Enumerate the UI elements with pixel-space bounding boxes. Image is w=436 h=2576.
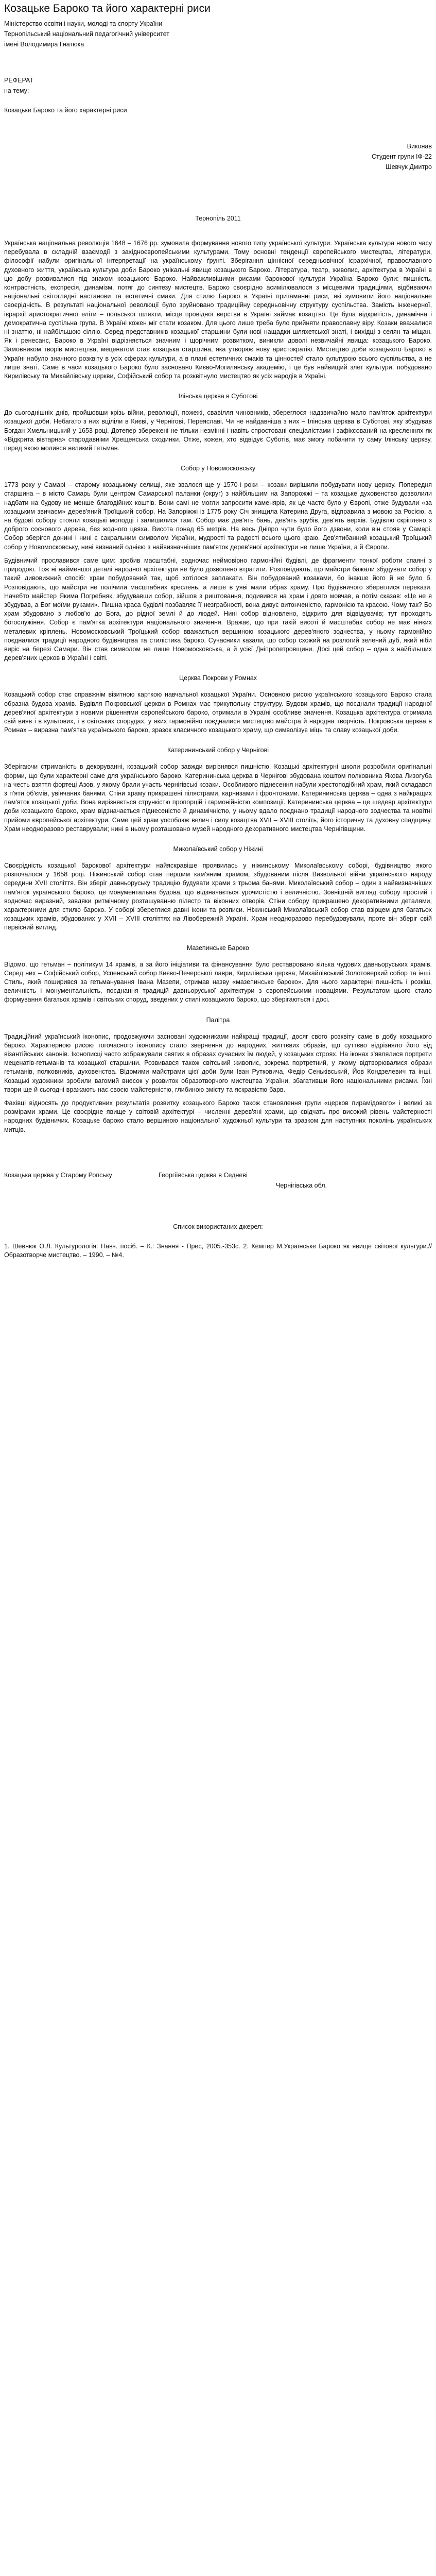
section-paragraph: Своєрідність козацької барокової архітектури найяскравіше проявилась у ніжинському Миколаївському соборі, будівництво якого розпочалося у 1658 році. Ніжинський собор став першим кам'яним храмом, збудованим після Визвольної війни українського народу середини XVII століття. Він зберіг давньоруську традицію будувати храми з трьома банями. Миколаївський собор – один з найвизначніших пам'яток українського бароко, це монументальна будова, що відзначається урочистістю і величністю. Зовнішній вигляд собору простий і водночас виразний, завдяки ритмічному розташуванню пілястр та віконних отворів. Стіни собору прикрашено декоративними деталями, характерними для стилю бароко. У соборі збереглися давні ікони та розписи. Ніжинський Миколаївський собор став взірцем для багатьох козацьких храмів, збудованих у XVII – XVIII століттях на Лівобережній Україні. Храм неодноразово перебудовували, проте він зберіг свій первісний вигляд. <box>4 861 432 931</box>
section-paragraph: Традиційний український іконопис, продовжуючи засновані художниками найкращі традиції, досяг свого розквіту саме в добу козацького бароко. Характерною рисою тогочасного іконопису стало звернення до народних, життєвих образів, що суттєво відрізняло його від візантійських канонів. Іконописці часто зображували святих в образах сучасних їм людей, у козацьких строях. На іконах з'являлися портрети меценатів-гетьманів та козацької старшини. Розвивався також світський живопис, зокрема портретний, у якому відтворювалися образи гетьманів, полковників, духовенства. Відомими майстрами цієї доби були Іван Рутковича, Федір Сеньківський, Йов Кондзелевич та інші. Козацькі художники зробили вагомий внесок у розвиток образотворчого мистецтва України, збагативши його національними рисами. Їхні твори ще й сьогодні вражають нас своєю майстерністю, глибиною змісту та яскравістю барв. <box>4 1032 432 1093</box>
institution-line: Тернопільський національний педагогічний університет <box>4 30 169 38</box>
section-title: Церква Покрови у Ромнах <box>179 674 257 682</box>
section-title: Ілінська церква в Суботові <box>178 393 258 400</box>
section-paragraph: Зберігаючи стриманість в декоруванні, козацький собор завжди вирізнявся пишністю. Козацькі архітектурні школи розробили оригінальні форми, що були характерні саме для українського бароко. Катерининська церква в Чернігові збудована коштом полковника Якова Лизогуба на честь взяття фортеці Азов, у якому брали участь чернігівські козаки. Особливого піднесення набули хрестоподібний храм, який складався з п'яти об'ємів, увінчаних банями. Стіни храму прикрашені пілястрами, карнизами і фронтонами. Катерининська церква – одна з найкращих пам'яток козацької доби. Вона вирізняється стрункістю пропорцій і гармонійністю композиції. Катерининська церква – це шедевр архітектури доби козацького бароко, храм відзначається піднесеністю й динамічністю, у ньому вдало поєднано традиції народного зодчества та новітні прийоми європейської архітектури. Саме цей храм уособлює велич і силу козацтва XVII – XVIII століть, його історичну та духовну спадщину. Храм неодноразово реставрували; нині в ньому розташовано музей народного декоративного мистецтва Чернігівщини. <box>4 763 432 833</box>
section-paragraph: Відомо, що гетьман – політикум 14 храмів, а за його ініціативи та фінансування було реставровано кілька чудових давньоруських храмів. Серед них – Софійський собор, Успенський собор Києво-Печерської лаври, Кирилівська церква, Михайлівський Золотоверхий собор та інші. Стиль, який поширився за гетьманування Івана Мазепи, отримав назву «мазепинське бароко». Для нього характерні пишність і розкіш, величність і монументальність, поєднання традицій давньоруської архітектури з європейськими новаціями. Результатом цього стало формування багатьох храмів і світських споруд, зведених у стилі козацького бароко, що зберігаються і досі. <box>4 960 432 1004</box>
author-line: Виконав <box>407 143 432 150</box>
section-paragraph: 1773 року у Самарі – старому козацькому селищі, яке звалося ще у 1570-і роки – козаки вирішили побудувати нову церкву. Попередня старшина – в місто Самарь були центром Самарської паланки (округ) з найбільшим на Запорожжі – та козацьке духовенство дозволили надбати на будову не менше благодійних коштів. Вони самі не могли запросити каменярів, як це часто було у Європі, отже будували «за козацьким звичаєм» дерев'яний Троїцький собор. На Запоріжжі із 1775 року Січ знищила Катерина Друга, відправила з мовою за Росією, а на будові собору стояли козацькі молодці і залишилися там. Собор має дев'ять бань, дев'ять зрубів, дев'ять верхів. Будівлю скріплено з доброго соснового дерева, без жодного цвяха. Висота понад 65 метрів. На весь Дніпро чути було його дзвони, коли він стояв у Самарі. Собор зберігся донині і нині є сакральним символом України, мудрості та радості всього цього краю. Дев'ятибанний козацький Троїцький собор у Новомосковську, нині визнаний однією з найвизначніших пам'яток дерев'яної архітектури не лише України, а й Європи. <box>4 481 432 551</box>
section-title: Катерининський собор у Чернігові <box>167 747 269 754</box>
genre-label: РЕФЕРАТ <box>4 77 34 84</box>
author-block <box>4 141 432 172</box>
figure-caption-right: Георгіївська церква в Седневі <box>159 1171 248 1179</box>
figure-captions <box>4 1170 432 1180</box>
section-paragraph: До сьогоднішніх днів, пройшовши крізь війни, революції, пожежі, свавілля чиновників, збереглося надзвичайно мало пам'яток архітектури козацької доби. Небагато з них вціліли в Києві, у Чернігові, Переяславі. Чи не найдавніша з них – Ілінська церква в Суботові, яку збудував Богдан Хмельницький у 1653 році. Дотепер збережені не тільки незмінні і навіть спростовані спеціалістами і зафіксований на кресленнях як «Відкрита вівтарна» стародавніми Хрещенська сходинки. Отже, кожен, хто відвідує Суботів, має змогу побачити ту саму Ілінську церкву, перед якою молився великий гетьман. <box>4 409 432 452</box>
section-title: Мазепинське Бароко <box>187 944 249 952</box>
author-line: Студент групи ІФ-22 <box>372 153 432 160</box>
figure-caption-sub: Чернігівська обл. <box>276 1181 327 1189</box>
author-line: Шевчук Дмитро <box>386 163 432 171</box>
reference-item: 1. Шевнюк О.Л. Культурологія: Навч. посіб. – К.: Знання - Прес, 2005.-353с. 2. Кемпер М.Українське Бароко як явище світової культури.//Образотворче мистецтво. – 1990. – №4. <box>4 1242 432 1259</box>
section-paragraph: Козацький собор стає справжнім візитною карткою навчальної козацької України. Основною рисою українського козацького Бароко стала образна будова храмів. Будівля Покровської церкви в Ромнах має трикупольну структуру. Будови храмів, що поєднали традиції народної дерев'яної архітектури з новими рішеннями європейського бароко, отримали в Україні особливе значення. Козацька архітектура отримала свій вияв і в культових, і в світських спорудах, у яких гармонійно поєдналися мистецтво майстра й народна творчість. Покровська церква в Ромнах – виразна пам'ятка українського бароко, зразок класичного козацького храму, що символізує міць та славу козацької доби. <box>4 691 432 734</box>
section-paragraph: Будівничий прославився саме цим: зробив масштабні, водночас неймовірно гармонійні будівлі, де фрагменти тонкої роботи спаяні з природою. Тож ні найменшої деталі народної архітектури не було дозволено втратити. Розповідають, що майстри бажали збудувати собор у такий дивовижний спосіб: храм побудований так, щоб хотілося заплакати. Він побудований козаками, бо інакше його й не було б. Розповідають, що майстри не полічили масштабних креслень, а лише в уяві мали образ храму. Про будівничого збереглися перекази. Начебто майстер Якима Погребняк, збудувавши собор, зійшов з риштовання, подивився на храм і довго мовчав, а потім сказав: «Це не я збудував, а Бог моїми руками». Пишна краса будівлі позбавляє її незграбності, вона дивує витонченістю, гармонією та красою. Чому так? Бо храм збудовано з любов'ю до Бога, до рідної землі й до людей. Нині собор відновлено, відкрито для відвідувачів; тут проходять богослужіння. Собор є пам'ятка архітектури національного значення. Вражає, що при такій висоті й масштабах собор не має ніяких металевих кріплень. Новомосковський Троїцький собор вважається вершиною козацького дерев'яного зодчества, у ньому гармонійно поєдналися традиції народного будівництва та стилістика бароко. Сучасники казали, що собор схожий на розлогий зелений дуб, який ніби виріс на березі Самари. Він став символом не лише Новомосковська, а й усієї Дніпропетровщини. Досі цей собор – одна з найбільших дерев'яних церков в Україні і світі. <box>4 556 432 662</box>
document-page <box>0 0 436 1277</box>
institution-block <box>4 19 432 49</box>
institution-line: Міністерство освіти і науки, молоді та спорту України <box>4 20 163 27</box>
references-title: Список використаних джерел: <box>173 1223 263 1230</box>
section-paragraph: Фахівці відносять до продуктивних результатів розвитку козацького Бароко також становлення групи «церков пирамідового» і великі за розмірами храми. Це своєрідне явище у світовій архітектурі – численні дерев'яні храми, що свідчать про високий рівень майстерності народних будівничих. Козацьке бароко стало вершиною національної художньої культури та зразком для наступних поколінь українських митців. <box>4 1099 432 1133</box>
city-year: Тернопіль 2011 <box>195 215 241 222</box>
topic-label: на тему: <box>4 87 29 94</box>
topic-text: Козацьке Бароко та його характерні риси <box>4 107 127 114</box>
institution-line: імені Володимира Гнатюка <box>4 41 84 48</box>
figure-caption-left: Козацька церква у Старому Ропську <box>4 1171 112 1179</box>
section-title: Миколаївський собор у Ніжині <box>173 845 263 853</box>
document-title: Козацьке Бароко та його характерні риси <box>4 3 211 14</box>
section-title: Собор у Новомосковську <box>180 465 256 472</box>
section-title: Палітра <box>206 1016 230 1024</box>
intro-paragraph: Українська національна революція 1648 – 1676 рр. зумовила формування нового типу української культури. Українська культура нового часу перебувала в складній взаємодії з західноєвропейськими культурами. Тому основні тенденції європейського мистецтва, літератури, філософії набули оригінальної інтерпретації на українському ґрунті. Зберігання ціннісної середньовічної ієрархічної, православного духовного життя, українська культура доби Бароко унікальні явище козацького Бароко. Література, театр, живопис, архітектура в Україні в цю добу розвивалися під знаком козацького Бароко. Найважливішими рисами барокової культури Україна Бароко були: пишність, контрастність, експресія, динамізм, потяг до синтезу мистецтв. Бароко своєрідно асимілювалося з місцевими традиціями, відбиваючи національні світоглядні настанови та естетичні смаки. Для стилю Бароко в Україні притаманні риси, які зумовили його національне своєрідність. В результаті національної революції було зруйновано традиційну середньовічну структуру суспільства. Замість інженерної, ієрархії аристократичної еліти – польської шляхти, місце провідної верстви в Україні займає козацтво. Це була відкритість, динамічна і демократична суспільна група. В Україні кожен міг стати козаком. Для цього лише треба було прийняти православну віру. Козаки вважалися ні знаттю, ні найбільшою сіллю. Серед представників козацької старшини були нові нащадки шляхетської знаті, і вихідці з селян та міщан. Як і ренесанс, Бароко в Україні відрізняється значним і щорічним розвитком, виникли доволі незвичайні явища: козацького Бароко. Замовником творів мистецтва, меценатом стає козацька старшина, яка утворює нову аристократію. Мистецтво доби козацького Бароко в Україні набуло значного розквіту в усіх сферах культури, а в плані естетичних смаків та цінностей стало культурою всього суспільства, а не лише знаті. Саме в часи козацького Бароко було засновано Києво-Могилянську академію, і це був найвищий злет культури, побудовано Кирилівську та Михайлівську церкви, Софійський собор та розквітнуло мистецтво як усіх народів в Україні. <box>4 240 432 380</box>
